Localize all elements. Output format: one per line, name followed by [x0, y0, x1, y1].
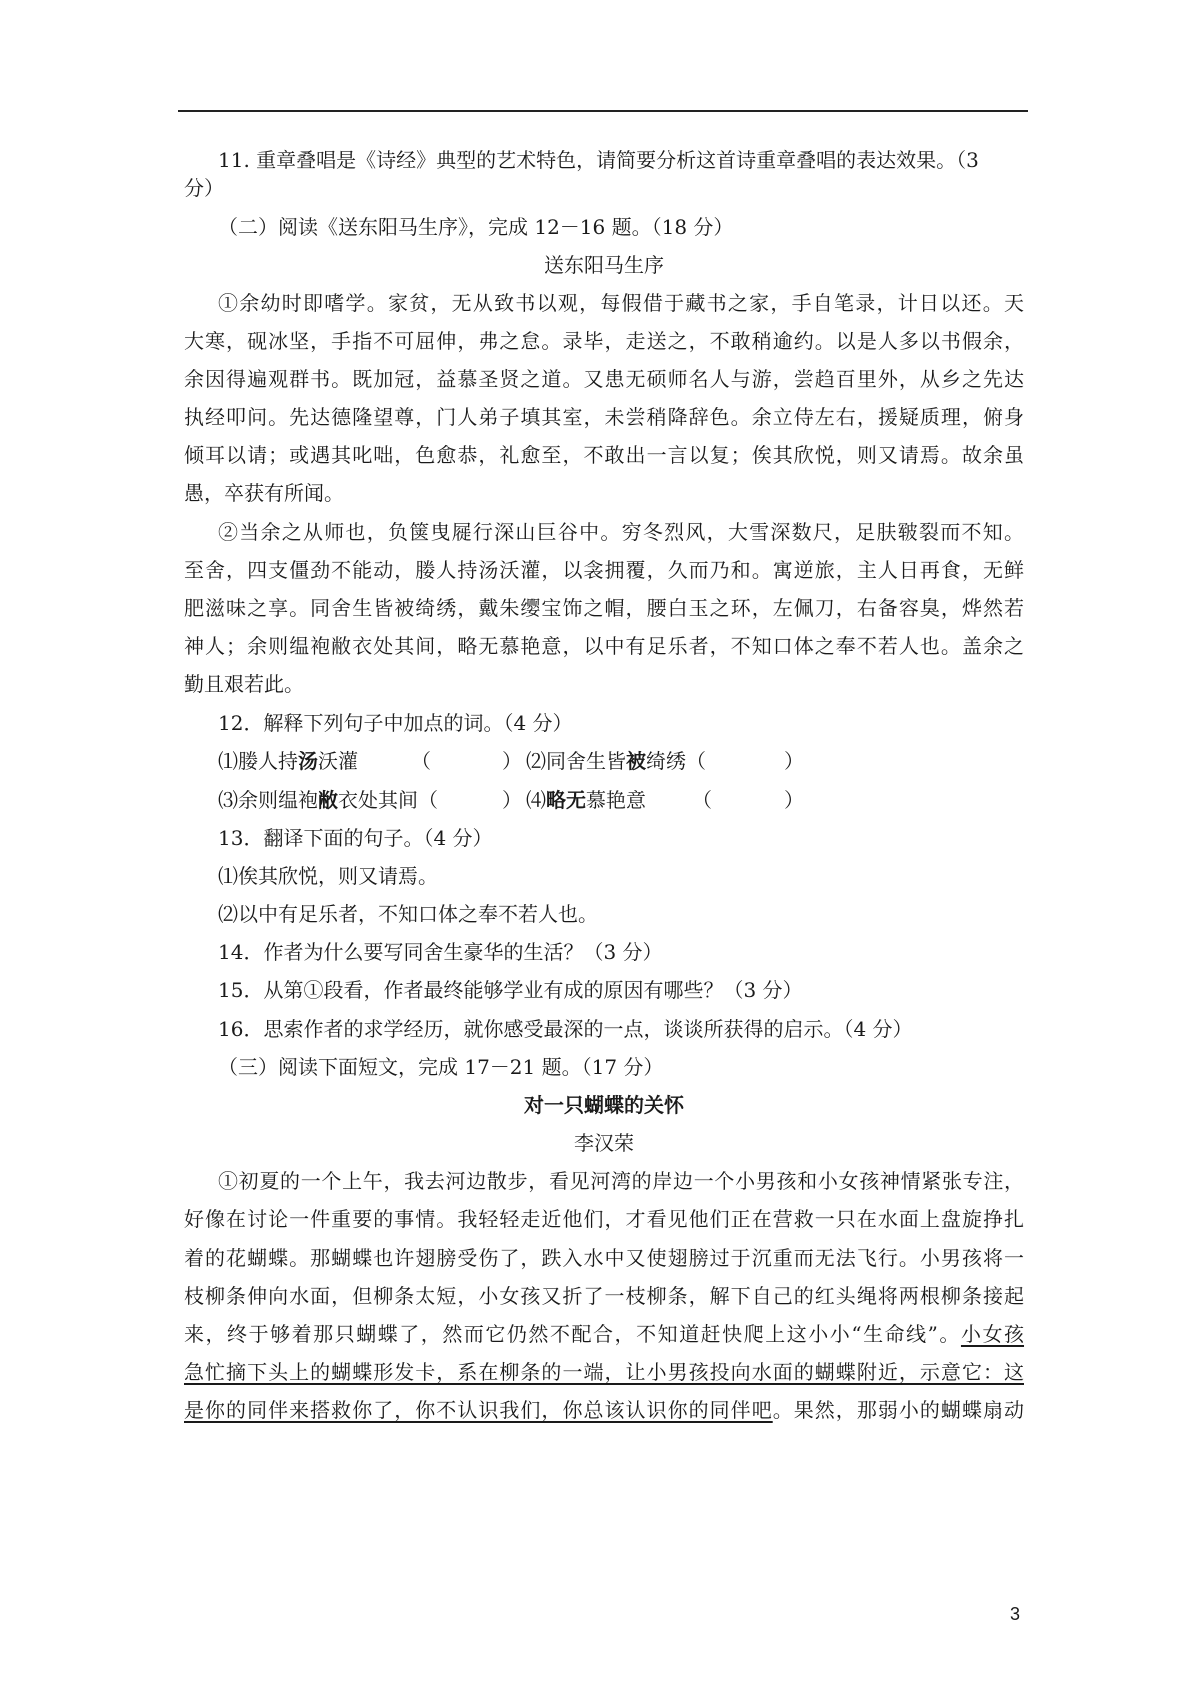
q12-item1-pre: ⑴媵人持 [218, 749, 298, 773]
q13-header: 13．翻译下面的句子。（4 分） [218, 826, 493, 850]
s2-p2-line2: 至舍，四支僵劲不能动，媵人持汤沃灌，以衾拥覆，久而乃和。寓逆旅，主人日再食，无鲜 [184, 558, 1024, 582]
s2-p1-line3: 余因得遍观群书。既加冠，益慕圣贤之道。又患无硕师名人与游，尝趋百里外，从乡之先达 [184, 367, 1024, 391]
q15: 15．从第①段看，作者最终能够学业有成的原因有哪些？（3 分） [218, 978, 803, 1002]
q14: 14．作者为什么要写同舍生豪华的生活？（3 分） [218, 940, 663, 964]
q12-item3-close: ） [502, 788, 522, 812]
q11-line1: 11. 重章叠唱是《诗经》典型的艺术特色，请简要分析这首诗重章叠唱的表达效果。（3 [218, 148, 979, 172]
s3-p1-line3: 着的花蝴蝶。那蝴蝶也许翅膀受伤了，跌入水中又使翅膀过于沉重而无法飞行。小男孩将一 [184, 1246, 1024, 1270]
underlined-sentence-part3: 是你的同伴来搭救你了，你不认识我们，你总该认识你的同伴吧 [184, 1398, 773, 1422]
q12-item3: ⑶余则缊袍敝衣处其间（ [218, 788, 438, 812]
section2-title: 送东阳马生序 [544, 253, 664, 277]
q13-s2: ⑵以中有足乐者，不知口体之奉不若人也。 [218, 902, 598, 926]
q12-item4-open: （ [692, 788, 712, 812]
q12-item1-post: 沃灌 [318, 749, 358, 773]
s3-p1-line4: 枝柳条伸向水面，但柳条太短，小女孩又折了一枝柳条，解下自己的红头绳将两根柳条接起 [184, 1284, 1024, 1308]
s3-p1-line5: 来，终于够着那只蝴蝶了，然而它仍然不配合，不知道赶快爬上这小小“生命线”。小女孩 [184, 1322, 1025, 1346]
q13-s1: ⑴俟其欣悦，则又请焉。 [218, 864, 438, 888]
s2-p1-line6: 愚，卒获有所闻。 [184, 481, 344, 505]
section3-author: 李汉荣 [574, 1131, 634, 1155]
section3-title: 对一只蝴蝶的关怀 [524, 1093, 684, 1117]
s2-p2-line1: ②当余之从师也，负箧曳屣行深山巨谷中。穷冬烈风，大雪深数尺，足肤皲裂而不知。 [218, 520, 1024, 544]
s3-p1-line1: ①初夏的一个上午，我去河边散步，看见河湾的岸边一个小男孩和小女孩神情紧张专注， [218, 1169, 1024, 1193]
s2-p1-line5: 倾耳以请；或遇其叱咄，色愈恭，礼愈至，不敢出一言以复；俟其欣悦，则又请焉。故余虽 [184, 443, 1024, 467]
q12-header: 12．解释下列句子中加点的词。（4 分） [218, 711, 573, 735]
s2-p1-line4: 执经叩问。先达德隆望尊，门人弟子填其室，未尝稍降辞色。余立侍左右，援疑质理，俯身 [184, 405, 1024, 429]
q16: 16．思索作者的求学经历，就你感受最深的一点，谈谈所获得的启示。（4 分） [218, 1017, 913, 1041]
q12-item1-close: ） [502, 749, 522, 773]
q12-item4: ⑷略无慕艳意 [526, 788, 646, 812]
q12-row2 [218, 786, 838, 814]
section3-header: （三）阅读下面短文，完成 17－21 题。（17 分） [218, 1055, 664, 1079]
page-number: 3 [1010, 1604, 1021, 1624]
q12-item4-close: ） [784, 788, 804, 812]
s3-p1-line2: 好像在讨论一件重要的事情。我轻轻走近他们，才看见他们正在营救一只在水面上盘旋挣扎 [184, 1207, 1024, 1231]
q11-line2: 分） [184, 176, 224, 200]
q12-item2: ⑵同舍生皆被绮绣（ [526, 749, 706, 773]
q12-item1-key: 汤 [298, 749, 318, 773]
s2-p2-line5: 勤且艰若此。 [184, 672, 304, 696]
s3-p1-line7: 是你的同伴来搭救你了，你不认识我们，你总该认识你的同伴吧。果然，那弱小的蝴蝶扇动 [184, 1398, 1025, 1422]
header-rule [178, 110, 1028, 112]
section2-header: （二）阅读《送东阳马生序》，完成 12－16 题。（18 分） [218, 215, 734, 239]
q12-item2-close: ） [784, 749, 804, 773]
s2-p2-line3: 肥滋味之享。同舍生皆被绮绣，戴朱缨宝饰之帽，腰白玉之环，左佩刀，右备容臭，烨然若 [184, 596, 1024, 620]
underlined-sentence-part1: 小女孩 [960, 1322, 1025, 1346]
underlined-sentence-part2: 急忙摘下头上的蝴蝶形发卡，系在柳条的一端，让小男孩投向水面的蝴蝶附近，示意它：这 [184, 1360, 1024, 1384]
s2-p1-line2: 大寒，砚冰坚，手指不可屈伸，弗之怠。录毕，走送之，不敢稍逾约。以是人多以书假余， [184, 329, 1024, 353]
s2-p2-line4: 神人；余则缊袍敝衣处其间，略无慕艳意，以中有足乐者，不知口体之奉不若人也。盖余之 [184, 634, 1024, 658]
q12-item1-open: （ [411, 749, 431, 773]
q12-row1 [218, 747, 838, 775]
s2-p1-line1: ①余幼时即嗜学。家贫，无从致书以观，每假借于藏书之家，手自笔录，计日以还。天 [218, 291, 1024, 315]
